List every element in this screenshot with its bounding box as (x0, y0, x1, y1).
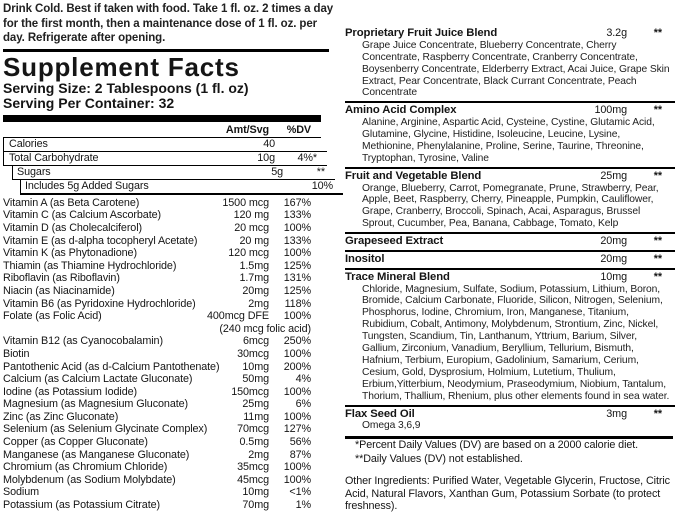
facts-row (3, 272, 321, 285)
nutrient-daily-value: 167% (283, 196, 311, 209)
footnote-not-established: **Daily Values (DV) not established. (355, 452, 523, 465)
blend-ingredients: Chloride, Magnesium, Sulfate, Sodium, Potassium, Lithium, Boron, Bromide, Calcium Carbonate, Fluoride, Silicon, Nitrogen, Selenium, Phosphorus, Iodine, Chromium, Iron, Manganese, Titanium, Rubidium, Cobalt, Antimony, Molybdenum, Strontium, Zinc, Nickel, Tungsten, Scandium, Tin, Lanthanum, Yttrium, Barium, Silver, Gallium, Zirconium, Vanadium, Beryllium, Tellurium, Bismuth, Hafnium, Terbium, Europium, Gadolinium, Samarium, Cerium, Cesium, Gold, Dysprosium, Holmium, Lutetium, Thulium, Erbium,Yitterbium, Neodymium, Praseodymium, Niobium, Tantalum, Thorium, Thallium, Rhenium, plus other elements found in sea water. (362, 283, 670, 402)
nutrient-amount: 20 mg (239, 234, 269, 247)
nutrient-daily-value: 10% (311, 179, 333, 192)
nutrient-amount: 11mg (243, 410, 269, 423)
nutrient-daily-value: 100% (283, 221, 311, 234)
blend-header (345, 271, 675, 284)
blend-section (345, 167, 675, 232)
blends-panel (345, 26, 675, 513)
facts-row (3, 197, 321, 210)
facts-row (3, 247, 321, 260)
nutrient-name: Zinc (as Zinc Gluconate) (3, 410, 119, 423)
blend-section (345, 101, 675, 166)
dv-column-header: %DV (286, 123, 311, 136)
blend-section (345, 232, 675, 250)
blend-name: Fruit and Vegetable Blend (345, 169, 482, 182)
nutrient-amount: 20 mcg (234, 221, 269, 234)
nutrient-name: Sugars (17, 165, 51, 178)
nutrient-daily-value: 133% (283, 234, 311, 247)
nutrient-amount: 10g (257, 151, 275, 164)
facts-row (3, 449, 321, 462)
blend-ingredients: Omega 3,6,9 (362, 420, 421, 432)
nutrient-name: Vitamin C (as Calcium Ascorbate) (3, 209, 162, 222)
nutrient-name: Thiamin (as Thiamine Hydrochloride) (3, 259, 177, 272)
blend-ingredients: Alanine, Arginine, Aspartic Acid, Cysteine, Cystine, Glutamic Acid, Glutamine, Glycine, Histidine, Isoleucine, Leucine, Lysine, Methionine, Phenylalanine, Proline, Serine, Taurine, Threonine, Tryptophan, Tyrosine, Valine (362, 117, 655, 164)
nutrient-name: Includes 5g Added Sugars (25, 179, 149, 192)
nutrient-amount: 1500 mcg (222, 196, 269, 209)
nutrient-name: Molybdenum (as Sodium Molybdate) (3, 473, 176, 486)
nutrient-name: Biotin (3, 347, 30, 360)
blend-daily-value: ** (653, 270, 662, 283)
nutrient-amount: 6mcg (242, 335, 269, 348)
blend-amount: 20mg (600, 235, 627, 248)
nutrient-amount: 400mcg DFE (206, 310, 269, 323)
blend-daily-value: ** (653, 27, 662, 39)
nutrient-daily-value: 100% (283, 347, 311, 360)
nutrient-name: Vitamin B6 (as Pyridoxine Hydrochloride) (3, 297, 196, 310)
nutrient-name: Potassium (as Potassium Citrate) (3, 499, 161, 512)
blend-sections (345, 26, 675, 434)
blend-name: Inositol (345, 252, 385, 265)
nutrient-amount: 50mg (242, 373, 269, 386)
blend-daily-value: ** (653, 104, 662, 117)
facts-row (12, 166, 335, 180)
nutrient-amount: 1.5mg (239, 259, 269, 272)
nutrient-name: Riboflavin (as Riboflavin) (3, 272, 120, 285)
facts-row (3, 436, 321, 449)
facts-row (3, 398, 321, 411)
nutrient-daily-value: ** (316, 165, 325, 178)
blend-daily-value: ** (653, 407, 662, 420)
nutrient-amount: 45mcg (237, 473, 269, 486)
facts-row (3, 411, 321, 424)
column-headers (3, 123, 321, 138)
facts-rows (3, 138, 333, 512)
nutrient-name: Niacin (as Niacinamide) (3, 284, 115, 297)
nutrient-amount: 120 mg (233, 209, 269, 222)
blend-ingredients: Grape Juice Concentrate, Blueberry Concentrate, Cherry Concentrate, Raspberry Concentrate, Cranberry Concentrate, Boysenberry Concentrate, Elderberry Extract, Acai Juice, Grape Skin Extract, Pear Concentrate, Black Currant Concentrate, Peach Concentrate (362, 39, 670, 99)
amt-column-header: Amt/Svg (225, 123, 269, 136)
nutrient-name: Copper (as Copper Gluconate) (3, 436, 148, 449)
nutrient-daily-value: 125% (283, 284, 311, 297)
nutrient-daily-value: 127% (283, 423, 311, 436)
nutrient-name: Calcium (as Calcium Lactate Gluconate) (3, 373, 193, 386)
blend-name: Amino Acid Complex (345, 104, 457, 117)
nutrient-amount: 5g (271, 165, 283, 178)
nutrient-daily-value: 100% (283, 473, 311, 486)
supplement-facts-panel (3, 2, 333, 512)
blend-header (345, 27, 675, 40)
facts-row (3, 310, 321, 323)
facts-row (3, 361, 321, 374)
blend-amount: 3mg (606, 407, 627, 420)
facts-row (3, 209, 321, 222)
facts-row (3, 423, 321, 436)
blend-name: Proprietary Fruit Juice Blend (345, 27, 498, 39)
nutrient-note: (240 mcg folic acid) (219, 322, 311, 335)
blend-header (345, 104, 675, 117)
nutrient-daily-value: 100% (283, 310, 311, 323)
nutrient-daily-value: 200% (283, 360, 311, 373)
facts-row (3, 222, 321, 235)
blend-amount: 3.2g (606, 27, 627, 39)
nutrient-daily-value: 56% (289, 436, 311, 449)
nutrient-name: Vitamin A (as Beta Carotene) (3, 196, 140, 209)
nutrient-amount: 10mg (242, 486, 269, 499)
nutrient-name: Folate (as Folic Acid) (3, 310, 102, 323)
nutrient-name: Sodium (3, 486, 40, 499)
nutrient-amount: 20mg (242, 284, 269, 297)
nutrient-amount: 120 mcg (228, 247, 269, 260)
nutrient-name: Iodine (as Potassium Iodide) (3, 385, 138, 398)
nutrient-daily-value: 131% (283, 272, 311, 285)
blend-name: Grapeseed Extract (345, 235, 444, 248)
other-ingredients: Other Ingredients: Purified Water, Vegetable Glycerin, Fructose, Citric Acid, Natural Flavors, Xanthan Gum, Potassium Sorbate (to protect freshness). (345, 475, 670, 513)
blend-section (345, 26, 675, 101)
nutrient-amount: 2mg (248, 448, 269, 461)
nutrient-daily-value: 100% (283, 410, 311, 423)
nutrient-amount: 150mcg (231, 385, 269, 398)
nutrient-amount: 40 (263, 137, 275, 150)
nutrient-name: Total Carbohydrate (9, 151, 99, 164)
facts-row (3, 461, 321, 474)
nutrient-amount: 1.7mg (239, 272, 269, 285)
nutrient-name: Chromium (as Chromium Chloride) (3, 461, 168, 474)
facts-row (3, 335, 321, 348)
nutrient-amount: 70mcg (237, 423, 269, 436)
nutrient-daily-value: 250% (283, 335, 311, 348)
blend-header (345, 408, 675, 421)
blend-section (345, 268, 675, 405)
nutrient-daily-value: <1% (289, 486, 311, 499)
facts-row (3, 285, 321, 298)
blend-header (345, 235, 675, 248)
footnote-daily-values: *Percent Daily Values (DV) are based on a 2000 calorie diet. (355, 439, 639, 452)
blend-amount: 20mg (600, 252, 627, 265)
servings-per-container: Serving Per Container: 32 (3, 95, 175, 112)
nutrient-amount: 25mg (242, 398, 269, 411)
facts-row (3, 486, 321, 499)
blend-header (345, 170, 675, 183)
thick-divider-bar (3, 115, 321, 122)
nutrient-daily-value: 100% (283, 385, 311, 398)
nutrient-name: Vitamin E (as d-alpha tocopheryl Acetate) (3, 234, 198, 247)
nutrient-daily-value: 125% (283, 259, 311, 272)
nutrient-daily-value: 1% (295, 499, 311, 512)
blend-ingredients: Orange, Blueberry, Carrot, Pomegranate, Prune, Strawberry, Pear, Apple, Beet, Raspberry, Cherry, Pineapple, Pumpkin, Cauliflower, Grape, Cranberry, Broccoli, Spinach, Acai, Asparagus, Brussel Sprout, Cucumber, Pea, Banana, Cabbage, Tomato, Kelp (362, 182, 659, 230)
blend-header (345, 253, 675, 266)
facts-row (3, 348, 321, 361)
facts-row (3, 260, 321, 273)
facts-row-note (3, 323, 321, 336)
facts-row (3, 373, 321, 386)
facts-row (3, 138, 327, 152)
blend-name: Flax Seed Oil (345, 407, 415, 420)
nutrient-daily-value: 4% (295, 373, 311, 386)
nutrient-name: Manganese (as Manganese Gluconate) (3, 448, 190, 461)
facts-row (3, 298, 321, 311)
nutrient-daily-value: 133% (283, 209, 311, 222)
nutrient-amount: 30mcg (237, 347, 269, 360)
facts-row (3, 474, 321, 487)
facts-row (3, 499, 321, 512)
blend-daily-value: ** (653, 169, 662, 182)
blend-amount: 25mg (600, 169, 627, 182)
facts-row (3, 235, 321, 248)
nutrient-amount: 0.5mg (239, 436, 269, 449)
panel-title: Supplement Facts (3, 51, 240, 82)
nutrient-daily-value: 118% (284, 297, 311, 310)
blend-daily-value: ** (653, 235, 662, 248)
nutrient-amount: 10mg (242, 360, 269, 373)
facts-row (3, 152, 327, 166)
facts-row (3, 386, 321, 399)
blend-section (345, 405, 675, 435)
nutrient-name: Calories (9, 137, 48, 150)
facts-row (20, 180, 343, 195)
serving-size: Serving Size: 2 Tablespoons (1 fl. oz) (3, 79, 249, 96)
nutrient-name: Pantothenic Acid (as d-Calcium Pantothenate) (3, 360, 220, 373)
usage-directions: Drink Cold. Best if taken with food. Take 1 fl. oz. 2 times a day for the first month, then a maintenance dose of 1 fl. oz. per day. Refrigerate after opening. (3, 3, 334, 45)
nutrient-name: Vitamin B12 (as Cyanocobalamin) (3, 335, 163, 348)
nutrient-daily-value: 6% (295, 398, 311, 411)
nutrient-name: Selenium (as Selenium Glycinate Complex) (3, 423, 208, 436)
nutrient-amount: 2mg (248, 297, 269, 310)
nutrient-name: Vitamin D (as Cholecalciferol) (3, 221, 143, 234)
blend-amount: 10mg (600, 270, 627, 283)
nutrient-amount: 70mg (242, 499, 269, 512)
nutrient-amount: 35mcg (237, 461, 269, 474)
blend-daily-value: ** (653, 252, 662, 265)
nutrient-daily-value: 87% (289, 448, 311, 461)
blend-section (345, 250, 675, 268)
blend-name: Trace Mineral Blend (345, 270, 450, 283)
nutrient-name: Vitamin K (as Phytonadione) (3, 247, 137, 260)
nutrient-daily-value: 100% (283, 247, 311, 260)
nutrient-name: Magnesium (as Magnesium Gluconate) (3, 398, 189, 411)
nutrient-daily-value: 100% (283, 461, 311, 474)
nutrient-daily-value: 4%* (297, 151, 317, 164)
blend-amount: 100mg (594, 104, 627, 117)
